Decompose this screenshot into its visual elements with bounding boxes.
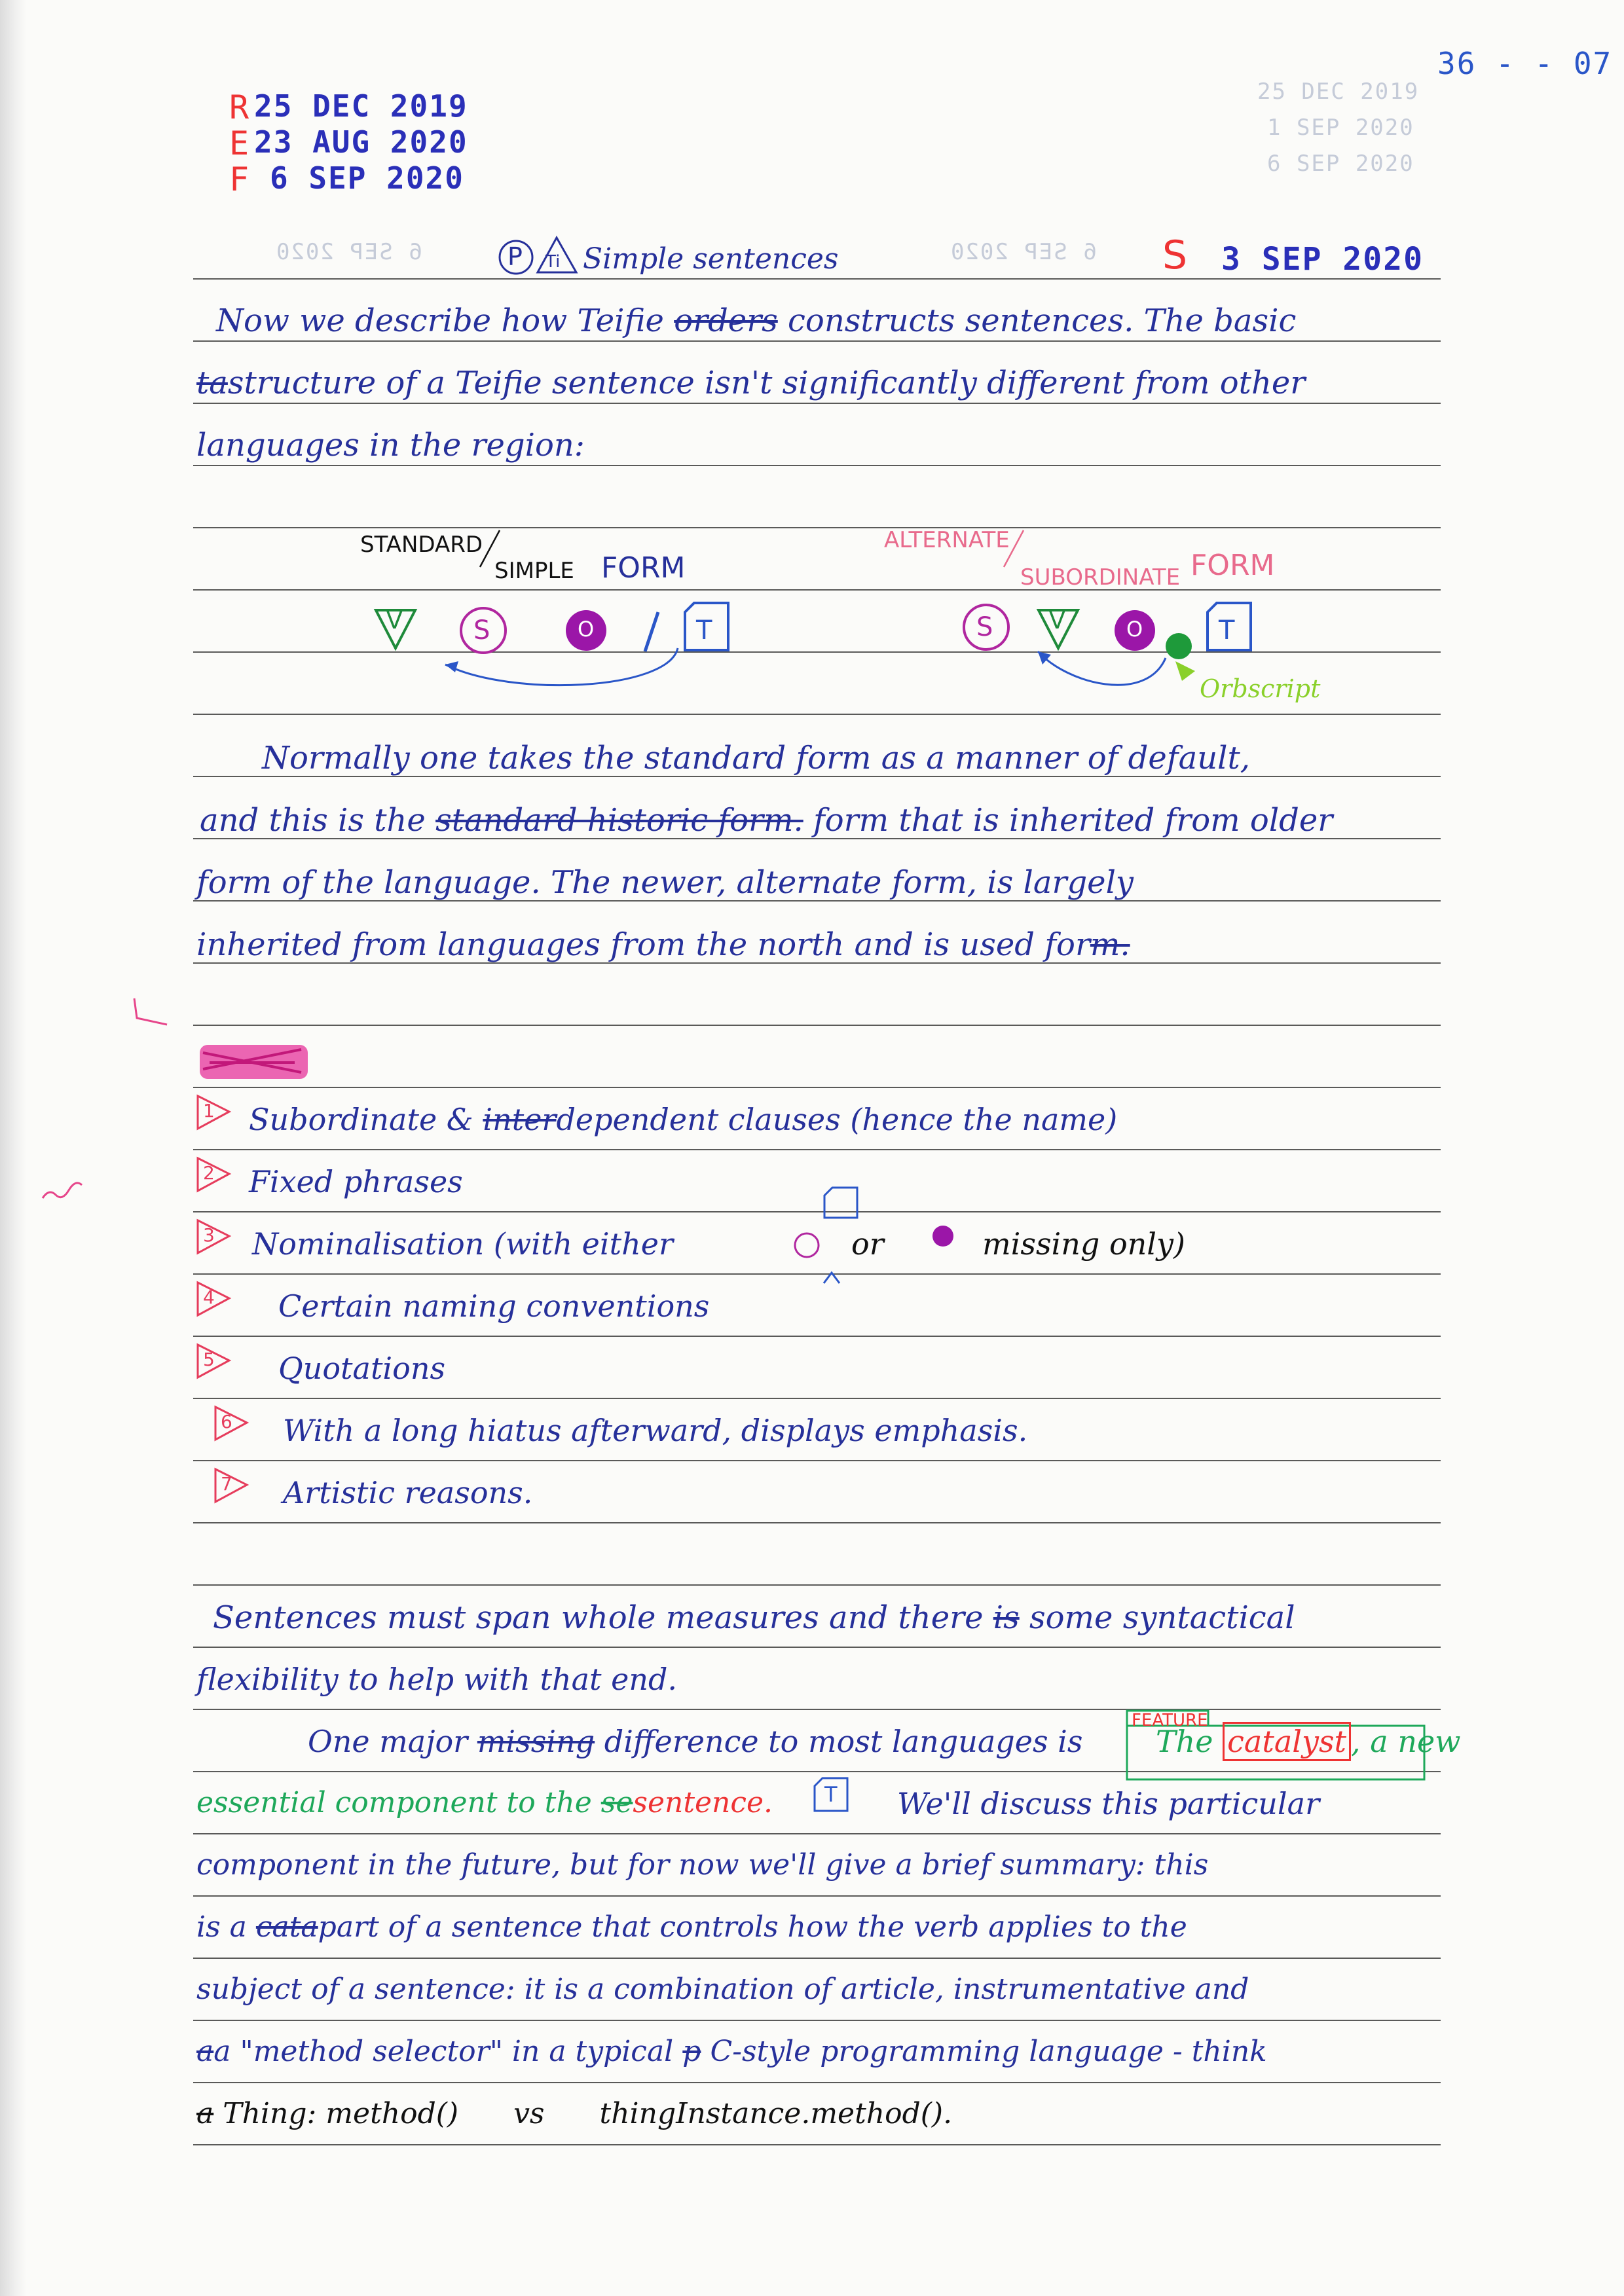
play-triangle-number-icon: [213, 1467, 252, 1506]
para3-line-6a: is a: [196, 1910, 247, 1944]
para3-line-8: [196, 2035, 1267, 2068]
para3-line-2: flexibility to help with that end.: [196, 1662, 678, 1697]
para2-line-4a: inherited from languages from the north and is used: [196, 926, 1035, 963]
intro-line-2: [196, 365, 1305, 401]
list-item-text-a: Nominalisation (with either: [252, 1226, 673, 1262]
alternate-move-arrow-icon: [1028, 645, 1172, 697]
ghost-stamp-2: 1 SEP 2020: [1267, 115, 1414, 141]
review-letter-f: F: [229, 160, 251, 198]
page-number: 36 - - 07: [1437, 46, 1613, 81]
list-item-number: 5: [203, 1349, 215, 1370]
alternate-label: ALTERNATE: [884, 527, 1010, 553]
form-label-alt: FORM: [1190, 549, 1275, 582]
para2-line-4b: for: [1044, 926, 1090, 963]
para3-line-1-strike: is: [993, 1599, 1020, 1636]
para3-line-8a: a "method selector" in a typical: [213, 2035, 674, 2068]
para2-line-1: Normally one takes the standard form as a manner of default,: [262, 740, 1250, 776]
page-title: Simple sentences: [583, 242, 839, 276]
hollow-circle-small-icon: [792, 1231, 822, 1261]
para3-line-6: [196, 1910, 1187, 1944]
para2-line-2: [200, 802, 1333, 839]
list-item-number: 7: [221, 1473, 232, 1495]
list-item-text: Quotations: [278, 1351, 446, 1386]
para3-line-4c: We'll discuss this particular: [897, 1786, 1320, 1821]
para3-line-6-strike: cata: [255, 1910, 318, 1944]
para3-line-9b: vs: [513, 2097, 545, 2130]
ghost-stamp-3: 6 SEP 2020: [1267, 151, 1414, 177]
scribbled-heading-icon: [196, 1040, 314, 1085]
list-item-text-a: Subordinate &: [249, 1102, 473, 1137]
intro-line-2-strike: ta: [196, 365, 228, 401]
para2-line-2a: and this is the: [200, 802, 426, 839]
para3-line-1a: Sentences must span whole measures and there: [213, 1599, 984, 1636]
para3-line-8-strike: a: [196, 2035, 214, 2068]
alt-object-symbol-label: O: [1126, 617, 1143, 642]
standard-move-arrow-icon: [432, 645, 681, 697]
p-badge-label: P: [507, 242, 523, 271]
review-letter-r: R: [229, 88, 251, 126]
header-date: 3 SEP 2020: [1221, 241, 1424, 278]
play-triangle-number-icon: [195, 1218, 234, 1257]
para3-line-9c: thingInstance.method().: [599, 2097, 953, 2130]
para3-line-3c: The: [1156, 1724, 1213, 1759]
list-item-text: With a long hiatus afterward, displays emphasis.: [283, 1413, 1028, 1448]
s-mark: S: [1162, 232, 1188, 278]
para3-line-6b: part of a sentence that controls how the verb applies to the: [318, 1910, 1187, 1944]
para3-line-1: [213, 1599, 1295, 1636]
play-triangle-number-icon: [195, 1156, 234, 1195]
list-item-number: 2: [203, 1162, 215, 1184]
play-triangle-number-icon: [195, 1280, 234, 1319]
para3-line-3-strike: missing: [477, 1724, 595, 1759]
intro-line-1b: constructs sentences. The basic: [788, 302, 1297, 339]
para3-line-3: [308, 1724, 1083, 1759]
para3-line-9-strike: a: [196, 2097, 214, 2130]
page-binding-edge: [0, 0, 26, 2296]
caret-mark-icon: [822, 1270, 841, 1286]
ghost-header-left: 6 SEP 2020: [275, 239, 422, 265]
para3-line-8b: C-style programming language - think: [710, 2035, 1267, 2068]
list-item-text-b: dependent clauses (hence the name): [556, 1102, 1118, 1137]
slash-divider-alt-icon: [1001, 529, 1027, 568]
filled-dot-small-icon: [930, 1223, 956, 1249]
para3-line-3-feature: [1156, 1724, 1461, 1759]
para3-line-8-strike2: p: [682, 2035, 701, 2068]
list-item-text: [249, 1102, 1117, 1137]
verb-symbol-label: V: [386, 608, 403, 634]
list-item-strike: inter: [483, 1102, 557, 1137]
list-item-number: 3: [203, 1224, 215, 1246]
feature-tag: FEATURE: [1132, 1711, 1208, 1730]
para3-line-4a: essential component to the: [196, 1786, 592, 1819]
form-label: FORM: [601, 551, 686, 585]
list-item-text-b: missing only): [982, 1226, 1185, 1262]
margin-squiggle-icon: [39, 1178, 85, 1205]
catalyst-term: catalyst: [1223, 1722, 1351, 1761]
topic-box-small-icon: [822, 1185, 861, 1221]
subordinate-label: SUBORDINATE: [1020, 564, 1181, 591]
alt-verb-symbol-label: V: [1049, 608, 1065, 634]
topic-inline-label: T: [824, 1782, 838, 1807]
ghost-stamp-1: 25 DEC 2019: [1257, 79, 1420, 105]
para2-line-2b: form that is inherited from older: [813, 802, 1333, 839]
para3-line-9a: Thing: method(): [223, 2097, 459, 2130]
orbscript-pointer-icon: [1172, 658, 1198, 684]
orbscript-label: Orbscript: [1200, 674, 1321, 703]
play-triangle-number-icon: [213, 1404, 252, 1444]
list-item-mid: or: [851, 1226, 884, 1262]
para2-line-4-strike: m.: [1090, 926, 1130, 963]
para3-line-5: component in the future, but for now we'll give a brief summary: this: [196, 1848, 1209, 1882]
subject-symbol-label: S: [473, 615, 490, 646]
para2-line-2-strike: standard historic form.: [435, 802, 803, 839]
list-item-number: 1: [203, 1100, 215, 1121]
intro-line-2a: structure of a Teifie sentence isn't significantly different from other: [227, 365, 1306, 401]
play-triangle-number-icon: [195, 1342, 234, 1381]
play-triangle-number-icon: [195, 1093, 234, 1133]
margin-tick-mark-icon: [128, 995, 174, 1028]
list-item-number: 4: [203, 1286, 215, 1308]
para3-line-3a: One major: [308, 1724, 468, 1759]
topic-symbol-label: T: [696, 615, 712, 646]
para3-line-4b: sentence.: [633, 1786, 773, 1819]
alt-subject-symbol-label: S: [976, 612, 993, 642]
ghost-header-right: 6 SEP 2020: [950, 239, 1097, 265]
para3-line-7: subject of a sentence: it is a combination of article, instrumentative and: [196, 1973, 1249, 2006]
list-item-text: Artistic reasons.: [283, 1475, 533, 1510]
para3-line-4-feature: [196, 1786, 773, 1819]
alt-topic-symbol-label: T: [1219, 615, 1235, 646]
list-item-text: Certain naming conventions: [278, 1288, 710, 1324]
intro-line-1a: Now we describe how Teifie: [216, 302, 664, 339]
para2-line-4: [196, 926, 1130, 963]
para3-line-1b: some syntactical: [1029, 1599, 1295, 1636]
intro-line-1: [216, 302, 1296, 339]
simple-label: SIMPLE: [494, 558, 574, 584]
list-item-number: 6: [221, 1411, 232, 1432]
para3-line-3b: difference to most languages is: [604, 1724, 1083, 1759]
list-item-text: Fixed phrases: [249, 1164, 463, 1199]
t-badge-label: Ti: [545, 252, 561, 272]
para3-line-9: [196, 2097, 952, 2130]
review-date-2: 23 AUG 2020: [254, 124, 468, 160]
review-date-3: 6 SEP 2020: [270, 160, 464, 196]
review-date-1: 25 DEC 2019: [254, 88, 468, 124]
para2-line-3: form of the language. The newer, alternate form, is largely: [196, 864, 1134, 901]
object-symbol-label: O: [578, 617, 595, 642]
para3-line-3d: , a new: [1351, 1724, 1461, 1759]
review-letter-e: E: [229, 124, 251, 162]
intro-line-3: languages in the region:: [196, 427, 585, 464]
para3-line-4-strike: se: [600, 1786, 633, 1819]
intro-line-1-strike: orders: [674, 302, 778, 339]
standard-label: STANDARD: [360, 532, 483, 558]
